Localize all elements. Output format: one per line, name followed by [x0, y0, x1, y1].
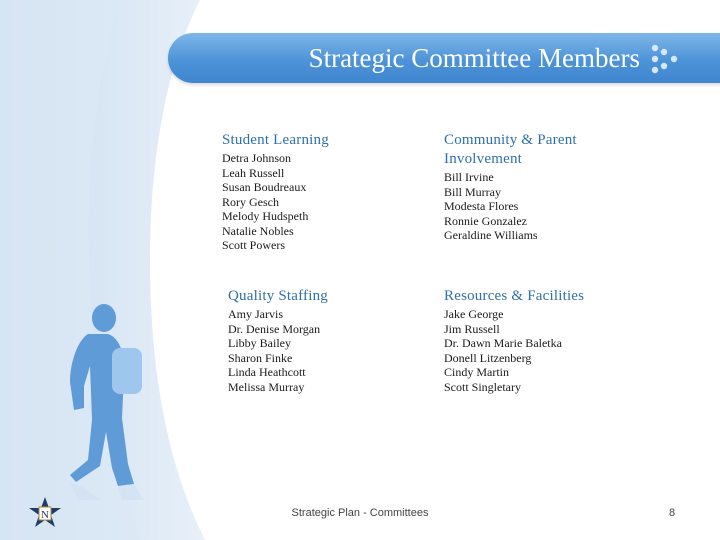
star-logo — [28, 496, 62, 530]
student-figure — [48, 300, 168, 500]
member-name: Rory Gesch — [222, 194, 279, 209]
member-name: Donell Litzenberg — [444, 350, 532, 365]
member-name: Leah Russell — [222, 165, 285, 180]
committee-quality-staffing — [228, 287, 428, 394]
member-name: Jake George — [444, 307, 504, 321]
member-name: Ronnie Gonzalez — [444, 213, 527, 228]
member-list — [444, 307, 664, 394]
member-name: Dr. Dawn Marie Baletka — [444, 336, 562, 350]
member-name: Susan Boudreaux — [222, 180, 307, 194]
member-name: Libby Bailey — [228, 336, 291, 350]
member-list — [228, 307, 428, 394]
committee-heading: Resources & Facilities — [444, 288, 585, 304]
member-list — [222, 151, 422, 253]
member-name: Amy Jarvis — [228, 307, 283, 321]
member-name: Bill Irvine — [444, 170, 494, 184]
page-number: 8 — [668, 507, 676, 519]
committee-heading: Quality Staffing — [228, 288, 328, 304]
page-title: Strategic Committee Members — [308, 43, 640, 73]
member-name: Detra Johnson — [222, 151, 291, 165]
logo-letter: N — [41, 509, 49, 521]
member-name: Jim Russell — [444, 321, 500, 336]
member-name: Geraldine Williams — [444, 228, 538, 242]
member-name: Scott Singletary — [444, 379, 521, 394]
member-name: Dr. Denise Morgan — [228, 321, 321, 336]
committee-heading: Community & Parent Involvement — [444, 132, 577, 167]
member-name: Scott Powers — [222, 238, 285, 252]
member-name: Melissa Murray — [228, 379, 305, 394]
footer-text: Strategic Plan - Committees — [291, 507, 429, 519]
member-name: Cindy Martin — [444, 365, 509, 379]
committee-student-learning — [222, 131, 422, 253]
member-name: Melody Hudspeth — [222, 209, 309, 223]
member-name: Natalie Nobles — [222, 223, 294, 238]
member-list — [444, 170, 594, 243]
committee-heading: Student Learning — [222, 132, 329, 148]
member-name: Linda Heathcott — [228, 365, 306, 379]
member-name: Bill Murray — [444, 184, 501, 199]
member-name: Sharon Finke — [228, 350, 293, 365]
dots-icon — [650, 43, 680, 75]
committee-community-parent — [444, 131, 594, 243]
committee-resources-facilities — [444, 287, 664, 394]
member-name: Modesta Flores — [444, 199, 519, 213]
